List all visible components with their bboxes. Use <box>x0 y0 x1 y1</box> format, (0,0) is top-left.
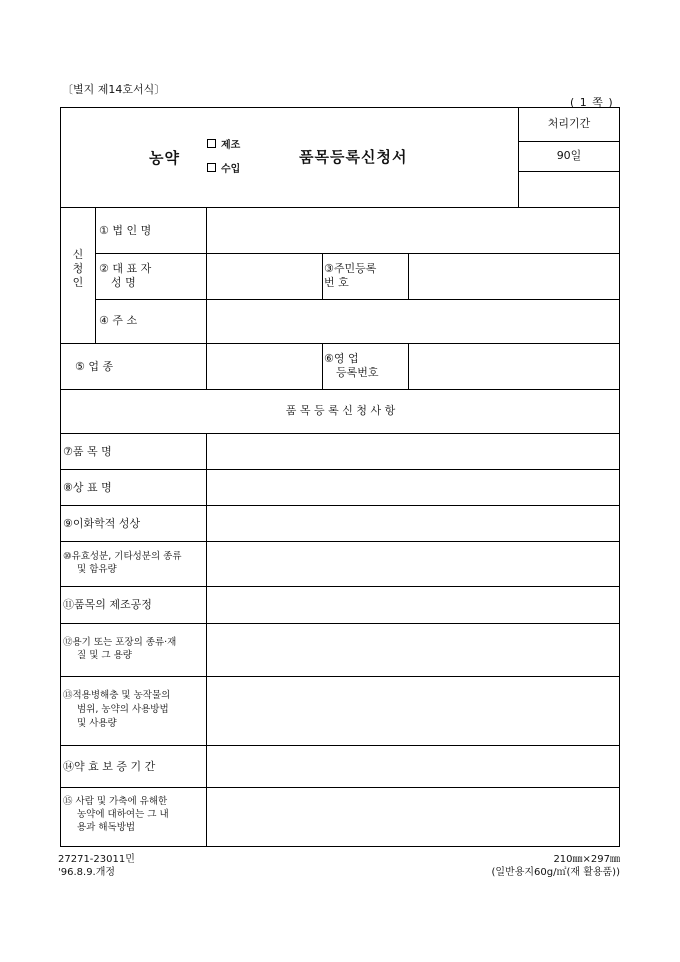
rule <box>408 253 409 299</box>
page-number: ( 1 쪽 ) <box>570 96 614 109</box>
applicant-label-1: 신 <box>72 248 84 261</box>
form-code: 〔별지 제14호서식〕 <box>62 83 166 96</box>
rule <box>61 505 620 506</box>
rule <box>322 253 323 299</box>
item-physicochemical: ⑨이화학적 성상 <box>63 517 141 530</box>
business-reg-label-2: 등록번호 <box>336 366 379 379</box>
rule <box>61 676 620 677</box>
representative-label-1: ② 대 표 자 <box>99 262 152 275</box>
representative-label-2: 성 명 <box>111 276 136 289</box>
business-type-label: ⑤ 업 종 <box>75 360 114 373</box>
item-brand-name: ⑧상 표 명 <box>63 481 112 494</box>
section-title: 품 목 등 록 신 청 사 항 <box>285 404 396 417</box>
item-ingredients-1: ⑩유효성분, 기타성분의 종류 <box>63 551 182 562</box>
applicant-label-2: 청 <box>72 262 84 275</box>
checkbox-icon <box>207 163 216 172</box>
item-efficacy-period: ⑭약 효 보 증 기 간 <box>63 760 156 773</box>
rule <box>61 745 620 746</box>
item-toxicity-3: 용과 해독방법 <box>77 822 136 833</box>
item-process: ⑪품목의 제조공정 <box>63 598 152 611</box>
rule <box>95 253 620 254</box>
item-container-2: 질 및 그 용량 <box>77 650 132 661</box>
item-pests-3: 및 사용량 <box>77 718 117 729</box>
footer-paper: (일반용지60g/㎡(재 활용품)) <box>491 867 620 878</box>
item-container-1: ⑫용기 또는 포장의 종류·재 <box>63 637 177 648</box>
rule <box>61 541 620 542</box>
title-prefix: 농약 <box>149 149 180 167</box>
footer-revised: '96.8.9.개정 <box>58 867 116 878</box>
checkbox-icon <box>207 139 216 148</box>
rule <box>61 343 620 344</box>
rule <box>408 343 409 389</box>
item-product-name: ⑦품 목 명 <box>63 445 112 458</box>
corp-name-label: ① 법 인 명 <box>99 224 152 237</box>
option-import <box>207 163 240 176</box>
footer-size: 210㎜×297㎜ <box>553 854 620 865</box>
rule <box>61 389 620 390</box>
rule <box>61 207 620 208</box>
processing-period-label: 처리기간 <box>547 117 591 130</box>
option-manufacture-label: 제조 <box>221 140 241 151</box>
item-pests-2: 범위, 농약의 사용방법 <box>77 704 169 715</box>
rule <box>518 171 620 172</box>
rule <box>61 586 620 587</box>
application-form <box>60 107 620 847</box>
rule <box>61 469 620 470</box>
item-toxicity-2: 농약에 대하여는 그 내 <box>77 809 169 820</box>
item-toxicity-1: ⑮ 사람 및 가축에 유해한 <box>63 796 168 807</box>
rule <box>206 207 207 389</box>
footer-code: 27271-23011민 <box>58 854 135 865</box>
rule <box>61 787 620 788</box>
business-reg-label-1: ⑥영 업 <box>324 352 359 365</box>
processing-period-value: 90일 <box>556 149 582 162</box>
rule <box>61 623 620 624</box>
rule <box>518 141 620 142</box>
item-ingredients-2: 및 함유량 <box>77 564 117 575</box>
form-title: 품목등록신청서 <box>299 148 408 166</box>
option-manufacture <box>207 139 240 152</box>
rule <box>206 433 207 847</box>
rrn-label-2: 번 호 <box>324 276 349 289</box>
rule <box>95 299 620 300</box>
rule <box>95 207 96 343</box>
applicant-label-3: 인 <box>72 276 84 289</box>
option-import-label: 수입 <box>221 164 241 175</box>
rule <box>322 343 323 389</box>
item-pests-1: ⑬적용병해충 및 농작물의 <box>63 690 171 701</box>
rrn-label-1: ③주민등록 <box>324 262 377 275</box>
rule <box>61 433 620 434</box>
address-label: ④ 주 소 <box>99 314 138 327</box>
